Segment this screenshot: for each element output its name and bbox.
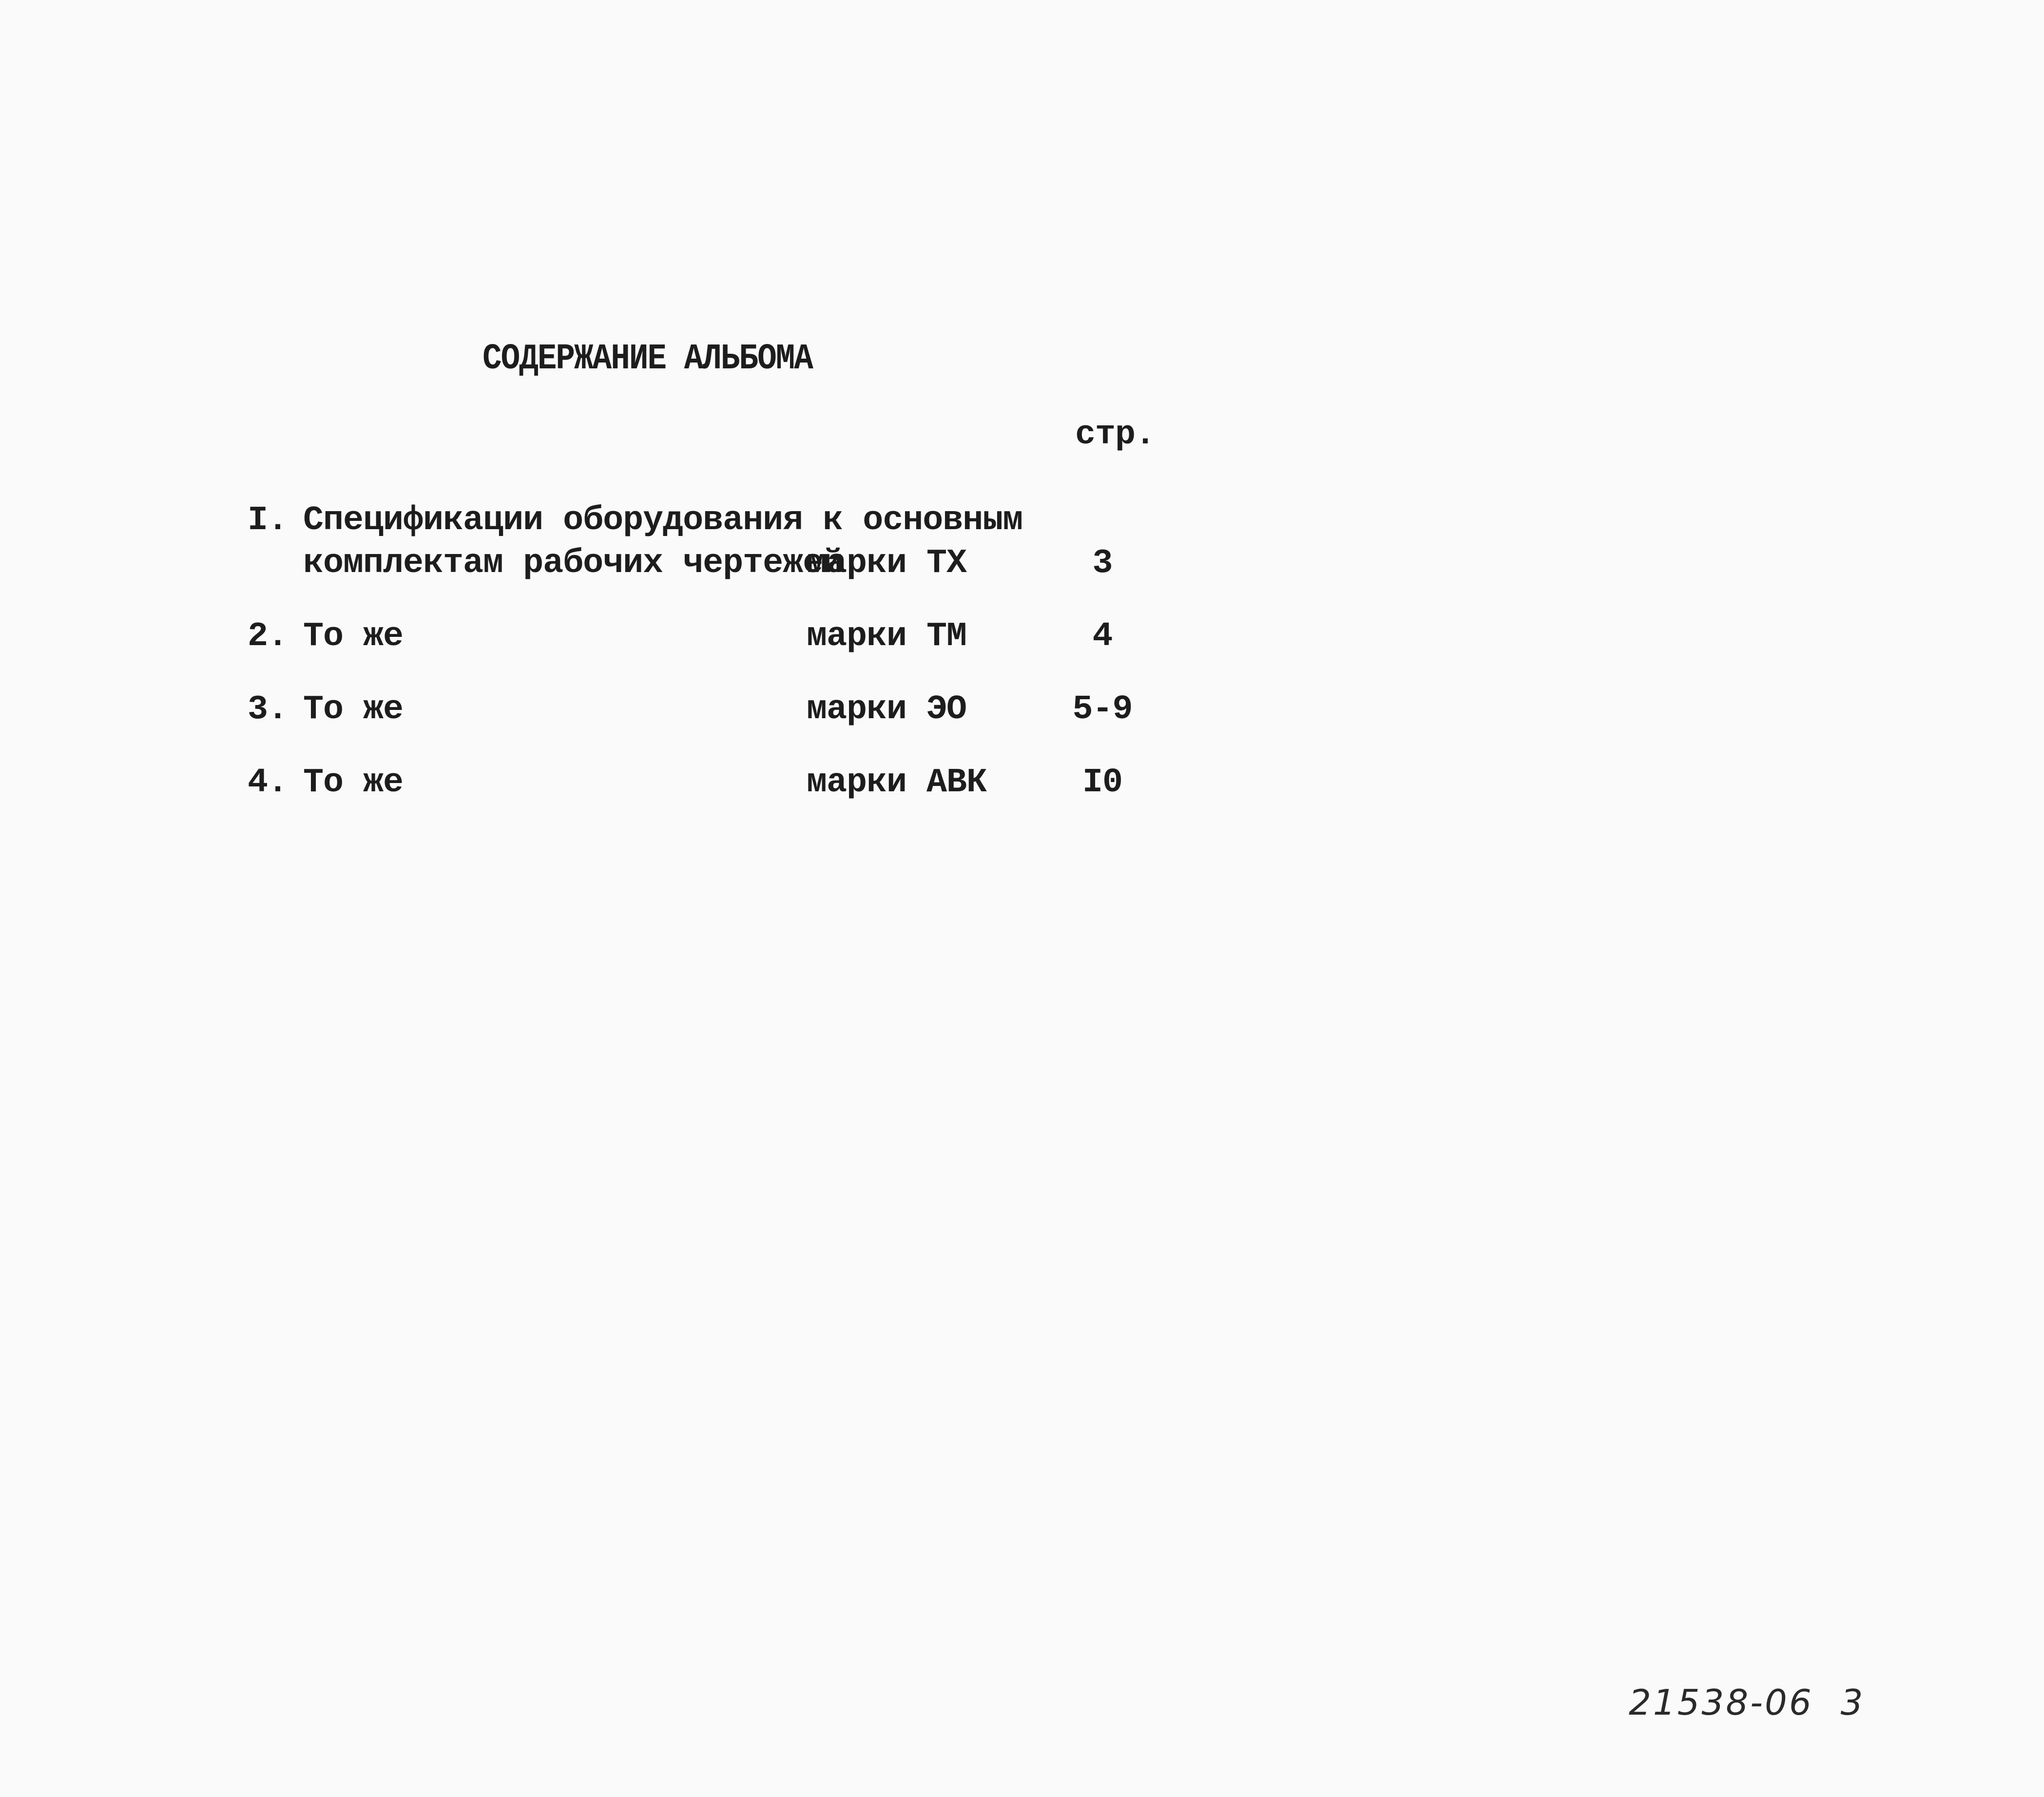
page-column-header: стр. bbox=[1075, 416, 1156, 454]
entry-text: То же bbox=[303, 764, 404, 802]
entry-number: 2. bbox=[248, 617, 288, 656]
entry-number: I. bbox=[248, 501, 288, 540]
entry-page: 5-9 bbox=[1072, 690, 1133, 729]
entry-text-continued: комплектам рабочих чертежей bbox=[303, 544, 843, 583]
entry-mark: марки ЭО bbox=[807, 690, 967, 729]
entry-page: 3 bbox=[1092, 544, 1113, 583]
entry-text: То же bbox=[303, 617, 404, 656]
entry-number: 4. bbox=[248, 764, 288, 802]
entry-page: 4 bbox=[1092, 617, 1113, 656]
entry-text: То же bbox=[303, 690, 404, 729]
document-code-stamp bbox=[1629, 1682, 1865, 1723]
entry-mark: марки ТМ bbox=[807, 617, 967, 656]
entry-number: 3. bbox=[248, 690, 288, 729]
entry-page: I0 bbox=[1082, 764, 1122, 802]
document-code: 21538-06 bbox=[1629, 1682, 1813, 1723]
entry-text: Спецификации оборудования к основным bbox=[303, 501, 1023, 540]
sheet-number: 3 bbox=[1840, 1682, 1865, 1723]
entry-mark: марки ТХ bbox=[807, 544, 967, 583]
entry-mark: марки АВК bbox=[807, 764, 987, 802]
document-title: СОДЕРЖАНИЕ АЛЬБОМА bbox=[482, 338, 812, 380]
